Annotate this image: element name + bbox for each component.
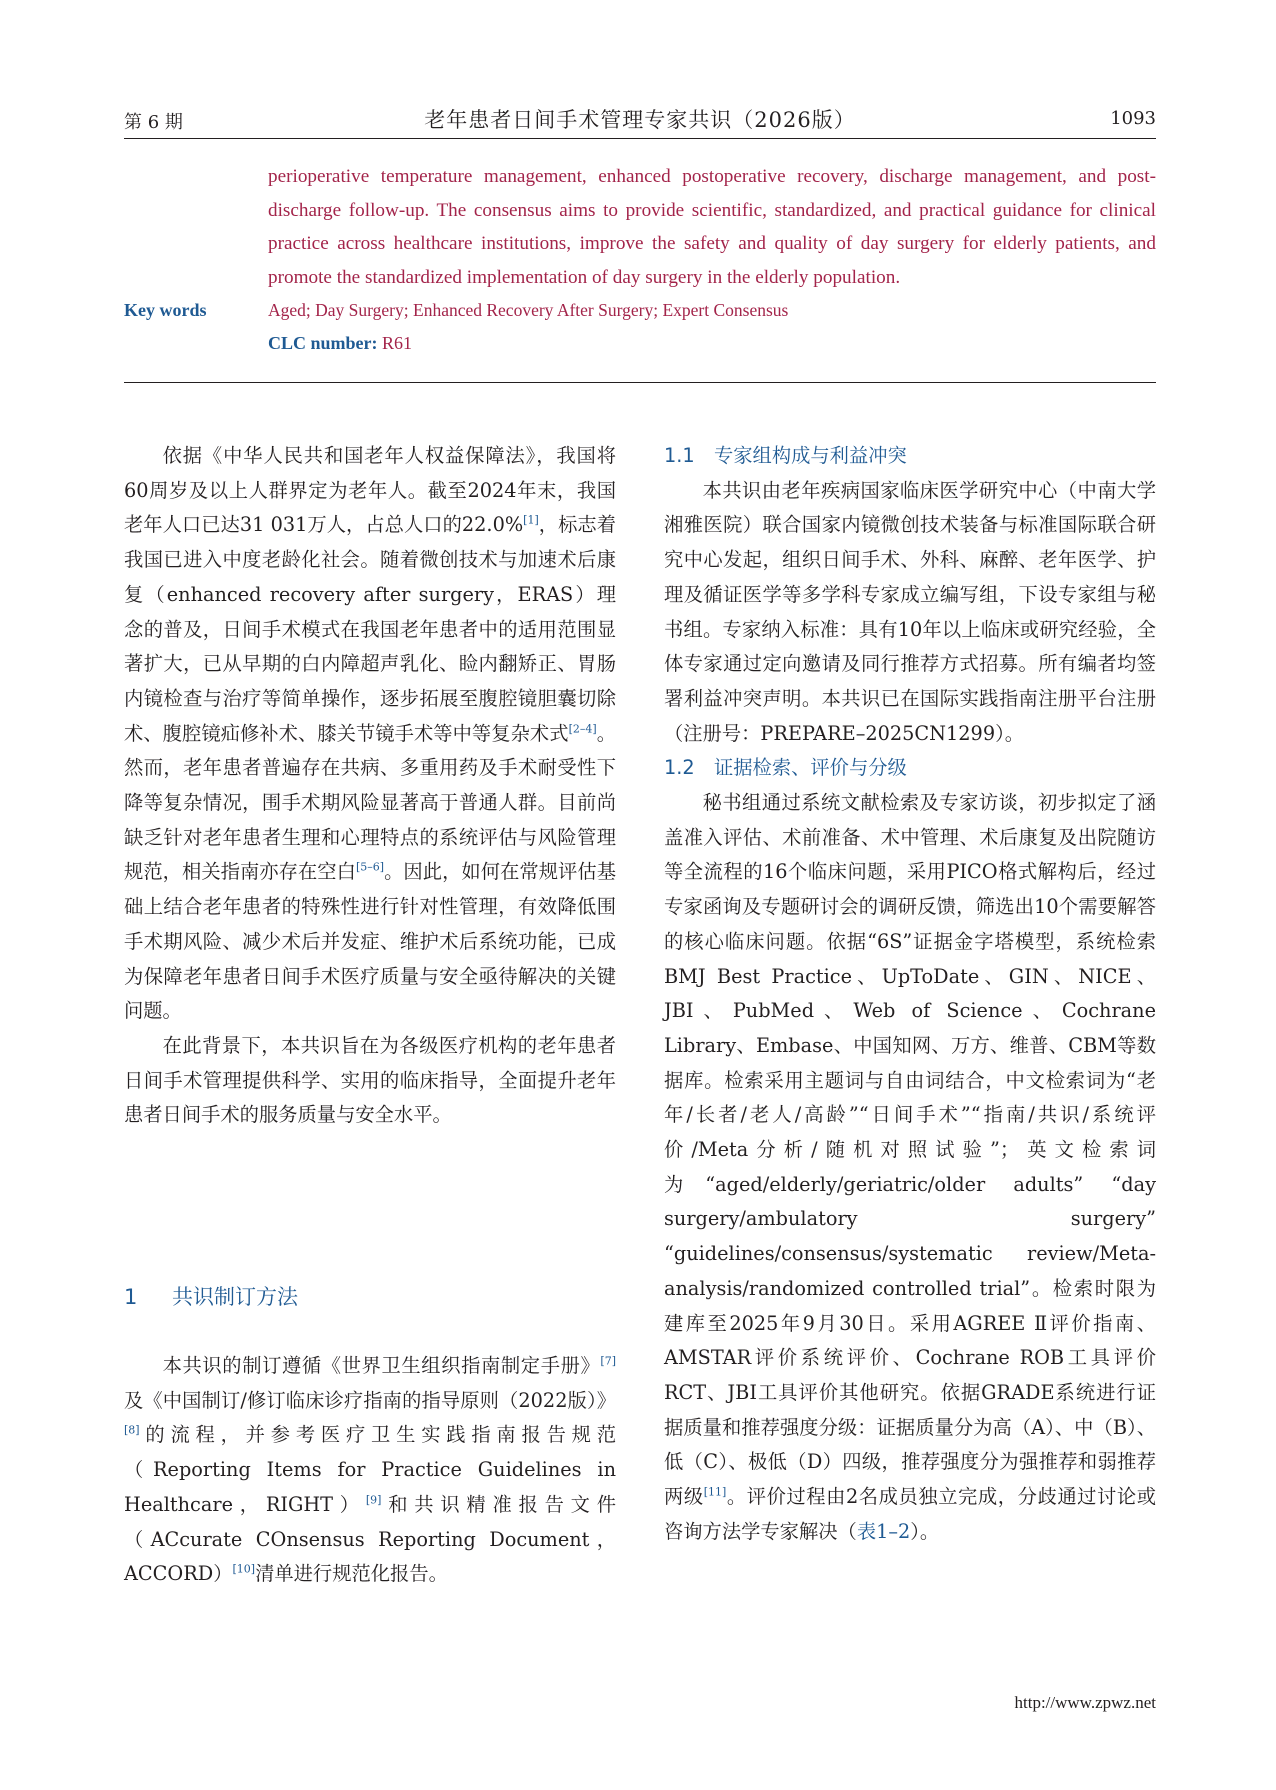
citation-8[interactable]: [8] xyxy=(124,1423,140,1437)
left-column xyxy=(124,439,616,1133)
subsection-1-1-text: 本共识由老年疾病国家临床医学研究中心（中南大学湘雅医院）联合国家内镜微创技术装备与标准国际联合研究中心发起，组织日间手术、外科、麻醉、老年医学、护理及循证医学等多学科专家成立编写组，下设专家组与秘书组。专家纳入标准：具有10年以上临床或研究经验，全体专家通过定向邀请及同行推荐方式招募。所有编者均签署利益冲突声明。本共识已在国际实践指南注册平台注册（注册号：PREPARE–2025CN1299）。 xyxy=(664,478,1156,745)
abstract-continuation: perioperative temperature management, enhanced postoperative recovery, discharge management, and post-discharge follow-up. The consensus aims to provide scientific, standardized, and practical guidance for clinical practice across healthcare institutions, improve the safety and quality of day surgery for elderly patients, and promote the standardized implementation of day surgery in the elderly population. xyxy=(268,166,1156,288)
table-link[interactable]: 表1–2 xyxy=(856,1519,911,1543)
issue-number: 第 6 期 xyxy=(124,112,183,133)
clc-label: CLC number: xyxy=(268,333,378,353)
keywords-label: Key words xyxy=(124,300,207,320)
page-number: 1093 xyxy=(1110,108,1156,129)
footer-url[interactable]: http://www.zpwz.net xyxy=(1014,1693,1156,1712)
intro-paragraph-2: 在此背景下，本共识旨在为各级医疗机构的老年患者日间手术管理提供科学、实用的临床指导，全面提升老年患者日间手术的服务质量与安全水平。 xyxy=(124,1033,616,1127)
subsection-1-1-heading: 1.1 专家组构成与利益冲突 xyxy=(664,444,907,467)
citation-11[interactable]: [11] xyxy=(703,1485,727,1499)
section-1-title: 共识制订方法 xyxy=(172,1285,298,1309)
journal-running-title: 老年患者日间手术管理专家共识（2026版） xyxy=(424,108,856,132)
header-rule xyxy=(124,138,1156,139)
citation-5-6[interactable]: [5–6] xyxy=(355,861,385,875)
citation-9[interactable]: [9] xyxy=(365,1493,382,1507)
section-1-number: 1 xyxy=(124,1285,138,1309)
keywords-text: Aged; Day Surgery; Enhanced Recovery After Surgery; Expert Consensus xyxy=(268,300,789,320)
abstract-rule xyxy=(124,382,1156,383)
citation-7[interactable]: [7] xyxy=(600,1354,616,1368)
clc-number xyxy=(268,333,412,354)
subsection-1-2-text: 秘书组通过系统文献检索及专家访谈，初步拟定了涵盖准入评估、术前准备、术中管理、术后康复及出院随访等全流程的16个临床问题，采用PICO格式解构后，经过专家函询及专题研讨会的调研反馈，筛选出10个需要解答的核心临床问题。依据“6S”证据金字塔模型，系统检索BMJ Best Practice、UpToDate、GIN、NICE、JBI、PubMed、Web of Science、Cochrane Library、Embase、中国知网、万方、维普、CBM等数据库。检索采用主题词与自由词结合，中文检索词为“老年/长者/老人/高龄”“日间手术”“指南/共识/系统评价/Meta分析/随机对照试验”；英文检索词为“aged/elderly/geriatric/older adults” “day surgery/ambulatory surgery” “guidelines/consensus/systematic review/Meta-analysis/randomized controlled trial”。检索时限为建库至2025年9月30日。采用AGREE Ⅱ评价指南、AMSTAR评价系统评价、Cochrane ROB工具评价RCT、JBI工具评价其他研究。依据GRADE系统进行证据质量和推荐强度分级：证据质量分为高（A）、中（B）、低（C）、极低（D）四级，推荐强度分为强推荐和弱推荐两级[11]。评价过程由2名成员独立完成，分歧通过讨论或咨询方法学专家解决（表1–2）。 xyxy=(664,791,1157,1543)
intro-paragraph-1: 依据《中华人民共和国老年人权益保障法》，我国将60周岁及以上人群界定为老年人。截至2024年末，我国老年人口已达31 031万人，占总人口的22.0%[1]，标志着我国已进入中度老龄化社会。随着微创技术与加速术后康复（enhanced recovery after surgery，ERAS）理念的普及，日间手术模式在我国老年患者中的适用范围显著扩大，已从早期的白内障超声乳化、睑内翻矫正、胃肠内镜检查与治疗等简单操作，逐步拓展至腹腔镜胆囊切除术、腹腔镜疝修补术、膝关节镜手术等中等复杂术式[2–4]。然而，老年患者普遍存在共病、多重用药及手术耐受性下降等复杂情况，围手术期风险显著高于普通人群。目前尚缺乏针对老年患者生理和心理特点的系统评估与风险管理规范，相关指南亦存在空白[5–6]。因此，如何在常规评估基础上结合老年患者的特殊性进行针对性管理，有效降低围手术期风险、减少术后并发症、维护术后系统功能，已成为保障老年患者日间手术医疗质量与安全亟待解决的关键问题。 xyxy=(124,444,617,1023)
clc-value: R61 xyxy=(377,333,413,353)
right-column xyxy=(664,439,1156,1549)
section-1-heading xyxy=(124,1281,298,1311)
subsection-1-2-heading: 1.2 证据检索、评价与分级 xyxy=(664,756,907,780)
method-paragraph: 本共识的制订遵循《世界卫生组织指南制定手册》[7]及《中国制订/修订临床诊疗指南的指导原则（2022版）》[8]的流程，并参考医疗卫生实践指南报告规范（Reporting Items for Practice Guidelines in Healthcare，RIGHT）[9]和共识精准报告文件（ACcurate COnsensus Reporting Document，ACCORD）[10]清单进行规范化报告。 xyxy=(124,1354,617,1586)
citation-10[interactable]: [10] xyxy=(232,1562,256,1576)
method-column xyxy=(124,1349,616,1592)
running-header xyxy=(124,104,1156,138)
citation-1[interactable]: [1] xyxy=(523,513,539,527)
citation-2-4[interactable]: [2–4] xyxy=(568,722,597,736)
